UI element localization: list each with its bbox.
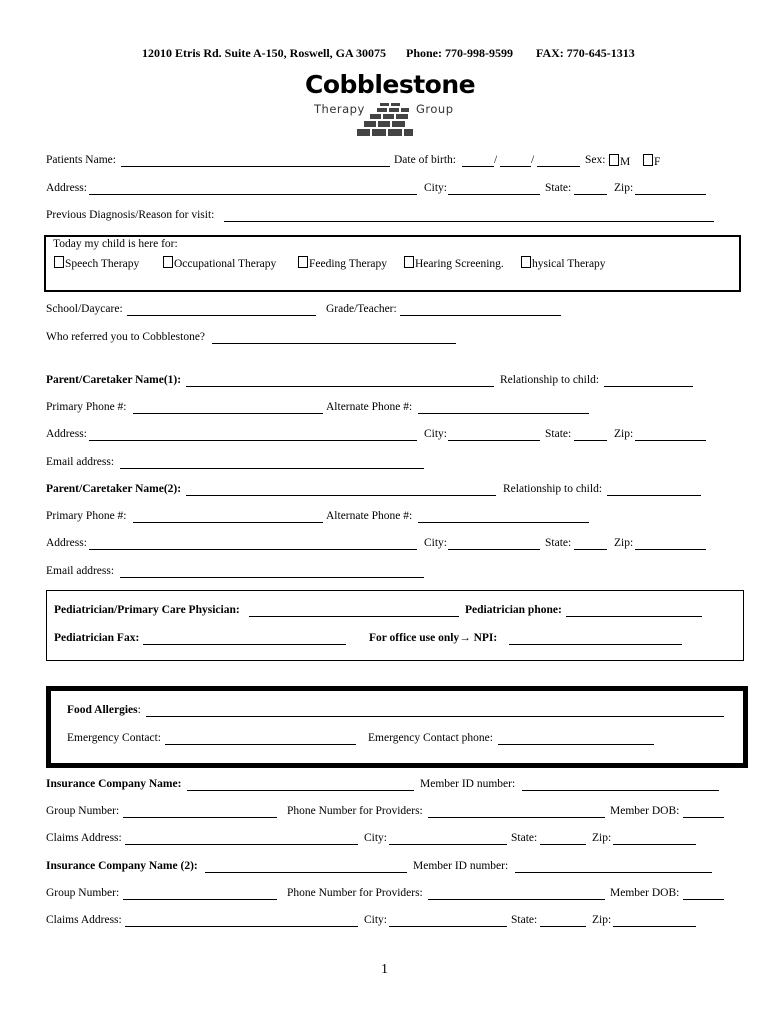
option-label: Speech Therapy bbox=[65, 258, 140, 270]
parent2-name-label: Parent/Caretaker Name(2): bbox=[46, 483, 182, 495]
insurance2-group-label: Group Number: bbox=[46, 887, 120, 899]
parent2-state-field[interactable] bbox=[574, 549, 607, 550]
dob-year-field[interactable] bbox=[537, 166, 580, 167]
insurance1-provider-phone-label: Phone Number for Providers: bbox=[287, 805, 423, 817]
parent1-primary-phone-field[interactable] bbox=[133, 413, 323, 414]
insurance1-member-id-field[interactable] bbox=[522, 790, 719, 791]
page-number: 1 bbox=[381, 962, 388, 977]
insurance1-member-id-label: Member ID number: bbox=[420, 778, 516, 790]
parent1-relationship-field[interactable] bbox=[604, 386, 693, 387]
sex-male-label: M bbox=[620, 156, 631, 168]
insurance2-city-label: City: bbox=[364, 914, 388, 926]
option-physical-therapy[interactable] bbox=[521, 256, 606, 270]
parent1-primary-phone-label: Primary Phone #: bbox=[46, 401, 127, 413]
parent2-email-field[interactable] bbox=[120, 577, 424, 578]
pediatrician-fax-field[interactable] bbox=[143, 644, 346, 645]
insurance2-provider-phone-label: Phone Number for Providers: bbox=[287, 887, 423, 899]
checkbox-male[interactable] bbox=[609, 154, 619, 166]
grade-label: Grade/Teacher: bbox=[326, 303, 397, 315]
insurance2-claims-label: Claims Address: bbox=[46, 914, 122, 926]
insurance1-zip-field[interactable] bbox=[613, 844, 696, 845]
parent1-zip-field[interactable] bbox=[635, 440, 706, 441]
state-label: State: bbox=[545, 182, 572, 194]
food-allergies-field[interactable] bbox=[146, 716, 724, 717]
parent1-email-label: Email address: bbox=[46, 456, 115, 468]
insurance2-member-id-field[interactable] bbox=[515, 872, 712, 873]
insurance1-dob-label: Member DOB: bbox=[610, 805, 680, 817]
insurance2-city-field[interactable] bbox=[389, 926, 507, 927]
insurance1-zip-label: Zip: bbox=[592, 832, 612, 844]
logo-cobblestone-graphic bbox=[355, 101, 415, 137]
allergy-emergency-box bbox=[46, 686, 748, 768]
option-label: Feeding Therapy bbox=[309, 258, 388, 270]
logo-therapy: Therapy bbox=[314, 102, 365, 116]
insurance2-member-id-label: Member ID number: bbox=[413, 860, 509, 872]
arrow-right-icon: → bbox=[459, 632, 471, 644]
address-label: Address: bbox=[46, 182, 87, 194]
option-hearing-screening[interactable] bbox=[404, 256, 504, 270]
dob-label: Date of birth: bbox=[394, 154, 456, 166]
insurance2-state-label: State: bbox=[511, 914, 538, 926]
parent1-address-field[interactable] bbox=[89, 440, 417, 441]
parent2-state-label: State: bbox=[545, 537, 572, 549]
insurance2-company-label: Insurance Company Name (2): bbox=[46, 860, 198, 872]
checkbox-icon[interactable] bbox=[521, 256, 531, 268]
parent1-name-field[interactable] bbox=[186, 386, 494, 387]
referral-label: Who referred you to Cobblestone? bbox=[46, 331, 206, 343]
patient-name-field[interactable] bbox=[121, 166, 390, 167]
dob-day-field[interactable] bbox=[500, 166, 531, 167]
insurance1-city-label: City: bbox=[364, 832, 388, 844]
option-label: hysical Therapy bbox=[532, 258, 606, 270]
physician-field[interactable] bbox=[249, 616, 459, 617]
parent2-alt-phone-field[interactable] bbox=[418, 522, 589, 523]
physician-label: Pediatrician/Primary Care Physician: bbox=[54, 604, 240, 616]
parent2-name-field[interactable] bbox=[186, 495, 496, 496]
checkbox-icon[interactable] bbox=[54, 256, 64, 268]
option-speech-therapy[interactable] bbox=[54, 256, 139, 270]
insurance1-state-field[interactable] bbox=[540, 844, 586, 845]
parent2-primary-phone-field[interactable] bbox=[133, 522, 323, 523]
emergency-contact-field[interactable] bbox=[165, 744, 356, 745]
office-use-text: For office use only bbox=[369, 632, 460, 644]
visit-prompt: Today my child is here for: bbox=[53, 238, 178, 250]
parent1-zip-label: Zip: bbox=[614, 428, 634, 440]
dob-separator: / bbox=[494, 154, 498, 166]
checkbox-icon[interactable] bbox=[404, 256, 414, 268]
school-field[interactable] bbox=[127, 315, 316, 316]
sex-male-option[interactable] bbox=[609, 154, 630, 168]
parent2-relationship-label: Relationship to child: bbox=[503, 483, 603, 495]
food-allergies-text: Food Allergies bbox=[67, 704, 138, 716]
grade-field[interactable] bbox=[400, 315, 561, 316]
insurance1-group-field[interactable] bbox=[123, 817, 277, 818]
parent2-zip-label: Zip: bbox=[614, 537, 634, 549]
insurance2-provider-phone-field[interactable] bbox=[428, 899, 605, 900]
insurance2-dob-label: Member DOB: bbox=[610, 887, 680, 899]
header-address: 12010 Etris Rd. Suite A-150, Roswell, GA 30075 bbox=[142, 46, 387, 60]
insurance1-company-field[interactable] bbox=[187, 790, 414, 791]
parent1-city-label: City: bbox=[424, 428, 448, 440]
parent2-address-label: Address: bbox=[46, 537, 87, 549]
insurance2-state-field[interactable] bbox=[540, 926, 586, 927]
parent1-address-label: Address: bbox=[46, 428, 87, 440]
insurance1-city-field[interactable] bbox=[389, 844, 507, 845]
food-allergies-label bbox=[67, 704, 141, 716]
pediatrician-phone-label: Pediatrician phone: bbox=[465, 604, 562, 616]
emergency-phone-label: Emergency Contact phone: bbox=[368, 732, 493, 744]
option-label: Occupational Therapy bbox=[174, 258, 277, 270]
pediatrician-phone-field[interactable] bbox=[566, 616, 702, 617]
insurance1-state-label: State: bbox=[511, 832, 538, 844]
emergency-contact-label: Emergency Contact: bbox=[67, 732, 161, 744]
parent1-relationship-label: Relationship to child: bbox=[500, 374, 600, 386]
patient-name-label: Patients Name: bbox=[46, 154, 116, 166]
address-field[interactable] bbox=[89, 194, 417, 195]
city-label: City: bbox=[424, 182, 448, 194]
npi-label: NPI: bbox=[473, 632, 498, 644]
state-field[interactable] bbox=[574, 194, 607, 195]
insurance1-claims-label: Claims Address: bbox=[46, 832, 122, 844]
parent1-name-label: Parent/Caretaker Name(1): bbox=[46, 374, 182, 386]
city-field[interactable] bbox=[448, 194, 540, 195]
insurance2-zip-label: Zip: bbox=[592, 914, 612, 926]
referral-field[interactable] bbox=[212, 343, 456, 344]
colon: : bbox=[137, 704, 141, 716]
parent2-relationship-field[interactable] bbox=[607, 495, 701, 496]
insurance1-group-label: Group Number: bbox=[46, 805, 120, 817]
insurance2-group-field[interactable] bbox=[123, 899, 277, 900]
dob-separator: / bbox=[531, 154, 535, 166]
option-feeding-therapy[interactable] bbox=[298, 256, 387, 270]
parent2-city-label: City: bbox=[424, 537, 448, 549]
diagnosis-label: Previous Diagnosis/Reason for visit: bbox=[46, 209, 215, 221]
insurance1-company-label: Insurance Company Name: bbox=[46, 778, 182, 790]
header-fax: FAX: 770-645-1313 bbox=[536, 46, 635, 60]
parent2-city-field[interactable] bbox=[448, 549, 540, 550]
sex-label: Sex: bbox=[585, 154, 606, 166]
office-use-label bbox=[369, 632, 497, 644]
option-label: Hearing Screening. bbox=[415, 258, 504, 270]
checkbox-icon[interactable] bbox=[163, 256, 173, 268]
insurance1-provider-phone-field[interactable] bbox=[428, 817, 605, 818]
pediatrician-fax-label: Pediatrician Fax: bbox=[54, 632, 140, 644]
dob-month-field[interactable] bbox=[462, 166, 494, 167]
parent2-email-label: Email address: bbox=[46, 565, 115, 577]
parent1-email-field[interactable] bbox=[120, 468, 424, 469]
zip-field[interactable] bbox=[635, 194, 706, 195]
option-occupational-therapy[interactable] bbox=[163, 256, 276, 270]
checkbox-female[interactable] bbox=[643, 154, 653, 166]
npi-field[interactable] bbox=[509, 644, 682, 645]
insurance2-zip-field[interactable] bbox=[613, 926, 696, 927]
emergency-phone-field[interactable] bbox=[498, 744, 654, 745]
insurance2-dob-field[interactable] bbox=[683, 899, 724, 900]
header-phone: Phone: 770-998-9599 bbox=[406, 46, 513, 60]
parent1-city-field[interactable] bbox=[448, 440, 540, 441]
diagnosis-field[interactable] bbox=[224, 221, 714, 222]
parent1-alt-phone-field[interactable] bbox=[418, 413, 589, 414]
insurance1-dob-field[interactable] bbox=[683, 817, 724, 818]
parent2-zip-field[interactable] bbox=[635, 549, 706, 550]
logo-name: Cobblestone bbox=[305, 70, 476, 99]
logo-group: Group bbox=[416, 102, 454, 116]
parent2-address-field[interactable] bbox=[89, 549, 417, 550]
parent2-primary-phone-label: Primary Phone #: bbox=[46, 510, 127, 522]
insurance2-claims-field[interactable] bbox=[125, 926, 358, 927]
school-label: School/Daycare: bbox=[46, 303, 123, 315]
parent2-alt-phone-label: Alternate Phone #: bbox=[326, 510, 413, 522]
pediatrician-box bbox=[46, 590, 744, 661]
sex-female-option[interactable] bbox=[643, 154, 660, 168]
parent1-alt-phone-label: Alternate Phone #: bbox=[326, 401, 413, 413]
zip-label: Zip: bbox=[614, 182, 634, 194]
insurance1-claims-field[interactable] bbox=[125, 844, 358, 845]
parent1-state-label: State: bbox=[545, 428, 572, 440]
parent1-state-field[interactable] bbox=[574, 440, 607, 441]
sex-female-label: F bbox=[654, 156, 661, 168]
insurance2-company-field[interactable] bbox=[205, 872, 407, 873]
checkbox-icon[interactable] bbox=[298, 256, 308, 268]
